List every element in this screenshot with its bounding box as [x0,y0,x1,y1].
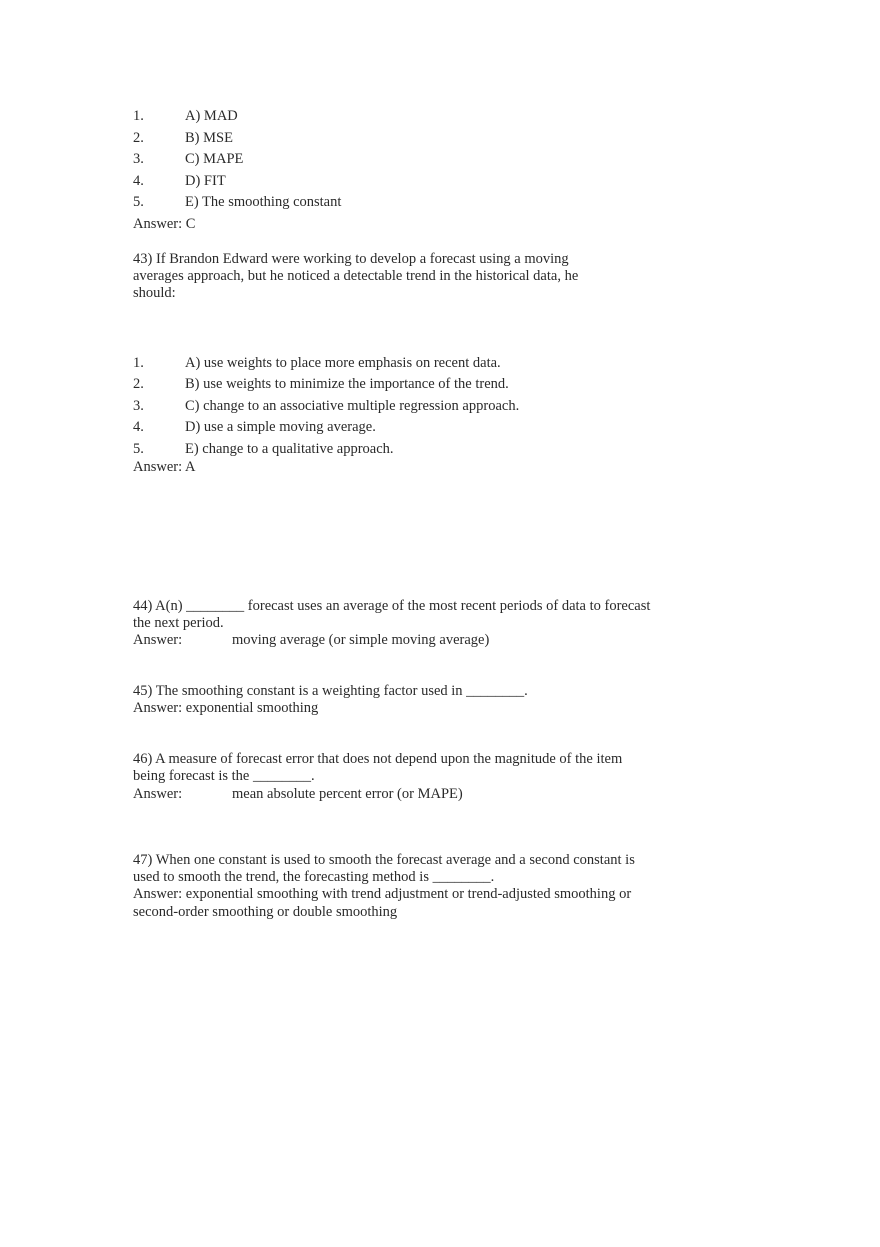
list-item-text: E) The smoothing constant [185,194,342,210]
list-item-number: 5. [133,194,144,210]
list-item-text: E) change to a qualitative approach. [185,441,394,457]
list-item-text: C) MAPE [185,151,244,167]
question-line: 44) A(n) ________ forecast uses an average of the most recent periods of data to forecast [133,598,651,614]
q44-answer-value: moving average (or simple moving average) [232,632,490,648]
question-line: being forecast is the ________. [133,768,315,784]
q44-answer-label: Answer: [133,632,183,648]
question-line: 43) If Brandon Edward were working to develop a forecast using a moving [133,251,569,267]
answer-line: second-order smoothing or double smoothing [133,904,398,920]
list-item-number: 4. [133,173,144,189]
list-item-number: 2. [133,376,144,392]
list-item-text: C) change to an associative multiple regression approach. [185,398,520,414]
q42-answer: Answer: C [133,216,196,232]
q43-answer: Answer: A [133,459,196,475]
q46-answer-label: Answer: [133,786,183,802]
q45-question: 45) The smoothing constant is a weighting factor used in ________. [133,683,528,699]
q45-answer: Answer: exponential smoothing [133,700,319,716]
list-item-text: A) use weights to place more emphasis on recent data. [185,355,501,371]
question-line: 46) A measure of forecast error that does not depend upon the magnitude of the item [133,751,623,767]
list-item-text: B) MSE [185,130,233,146]
question-line: the next period. [133,615,224,631]
list-item-text: A) MAD [185,108,238,124]
list-item-text: B) use weights to minimize the importance of the trend. [185,376,509,392]
list-item-number: 1. [133,355,144,371]
answer-line: Answer: exponential smoothing with trend adjustment or trend-adjusted smoothing or [133,886,632,902]
list-item-text: D) FIT [185,173,226,189]
list-item-number: 1. [133,108,144,124]
list-item-number: 3. [133,398,144,414]
question-line: 47) When one constant is used to smooth the forecast average and a second constant is [133,852,635,868]
list-item-number: 3. [133,151,144,167]
list-item-number: 5. [133,441,144,457]
question-line: should: [133,285,176,301]
question-line: used to smooth the trend, the forecasting method is ________. [133,869,495,885]
list-item-text: D) use a simple moving average. [185,419,376,435]
list-item-number: 2. [133,130,144,146]
q46-answer-value: mean absolute percent error (or MAPE) [232,786,463,802]
list-item-number: 4. [133,419,144,435]
question-line: averages approach, but he noticed a detectable trend in the historical data, he [133,268,579,284]
